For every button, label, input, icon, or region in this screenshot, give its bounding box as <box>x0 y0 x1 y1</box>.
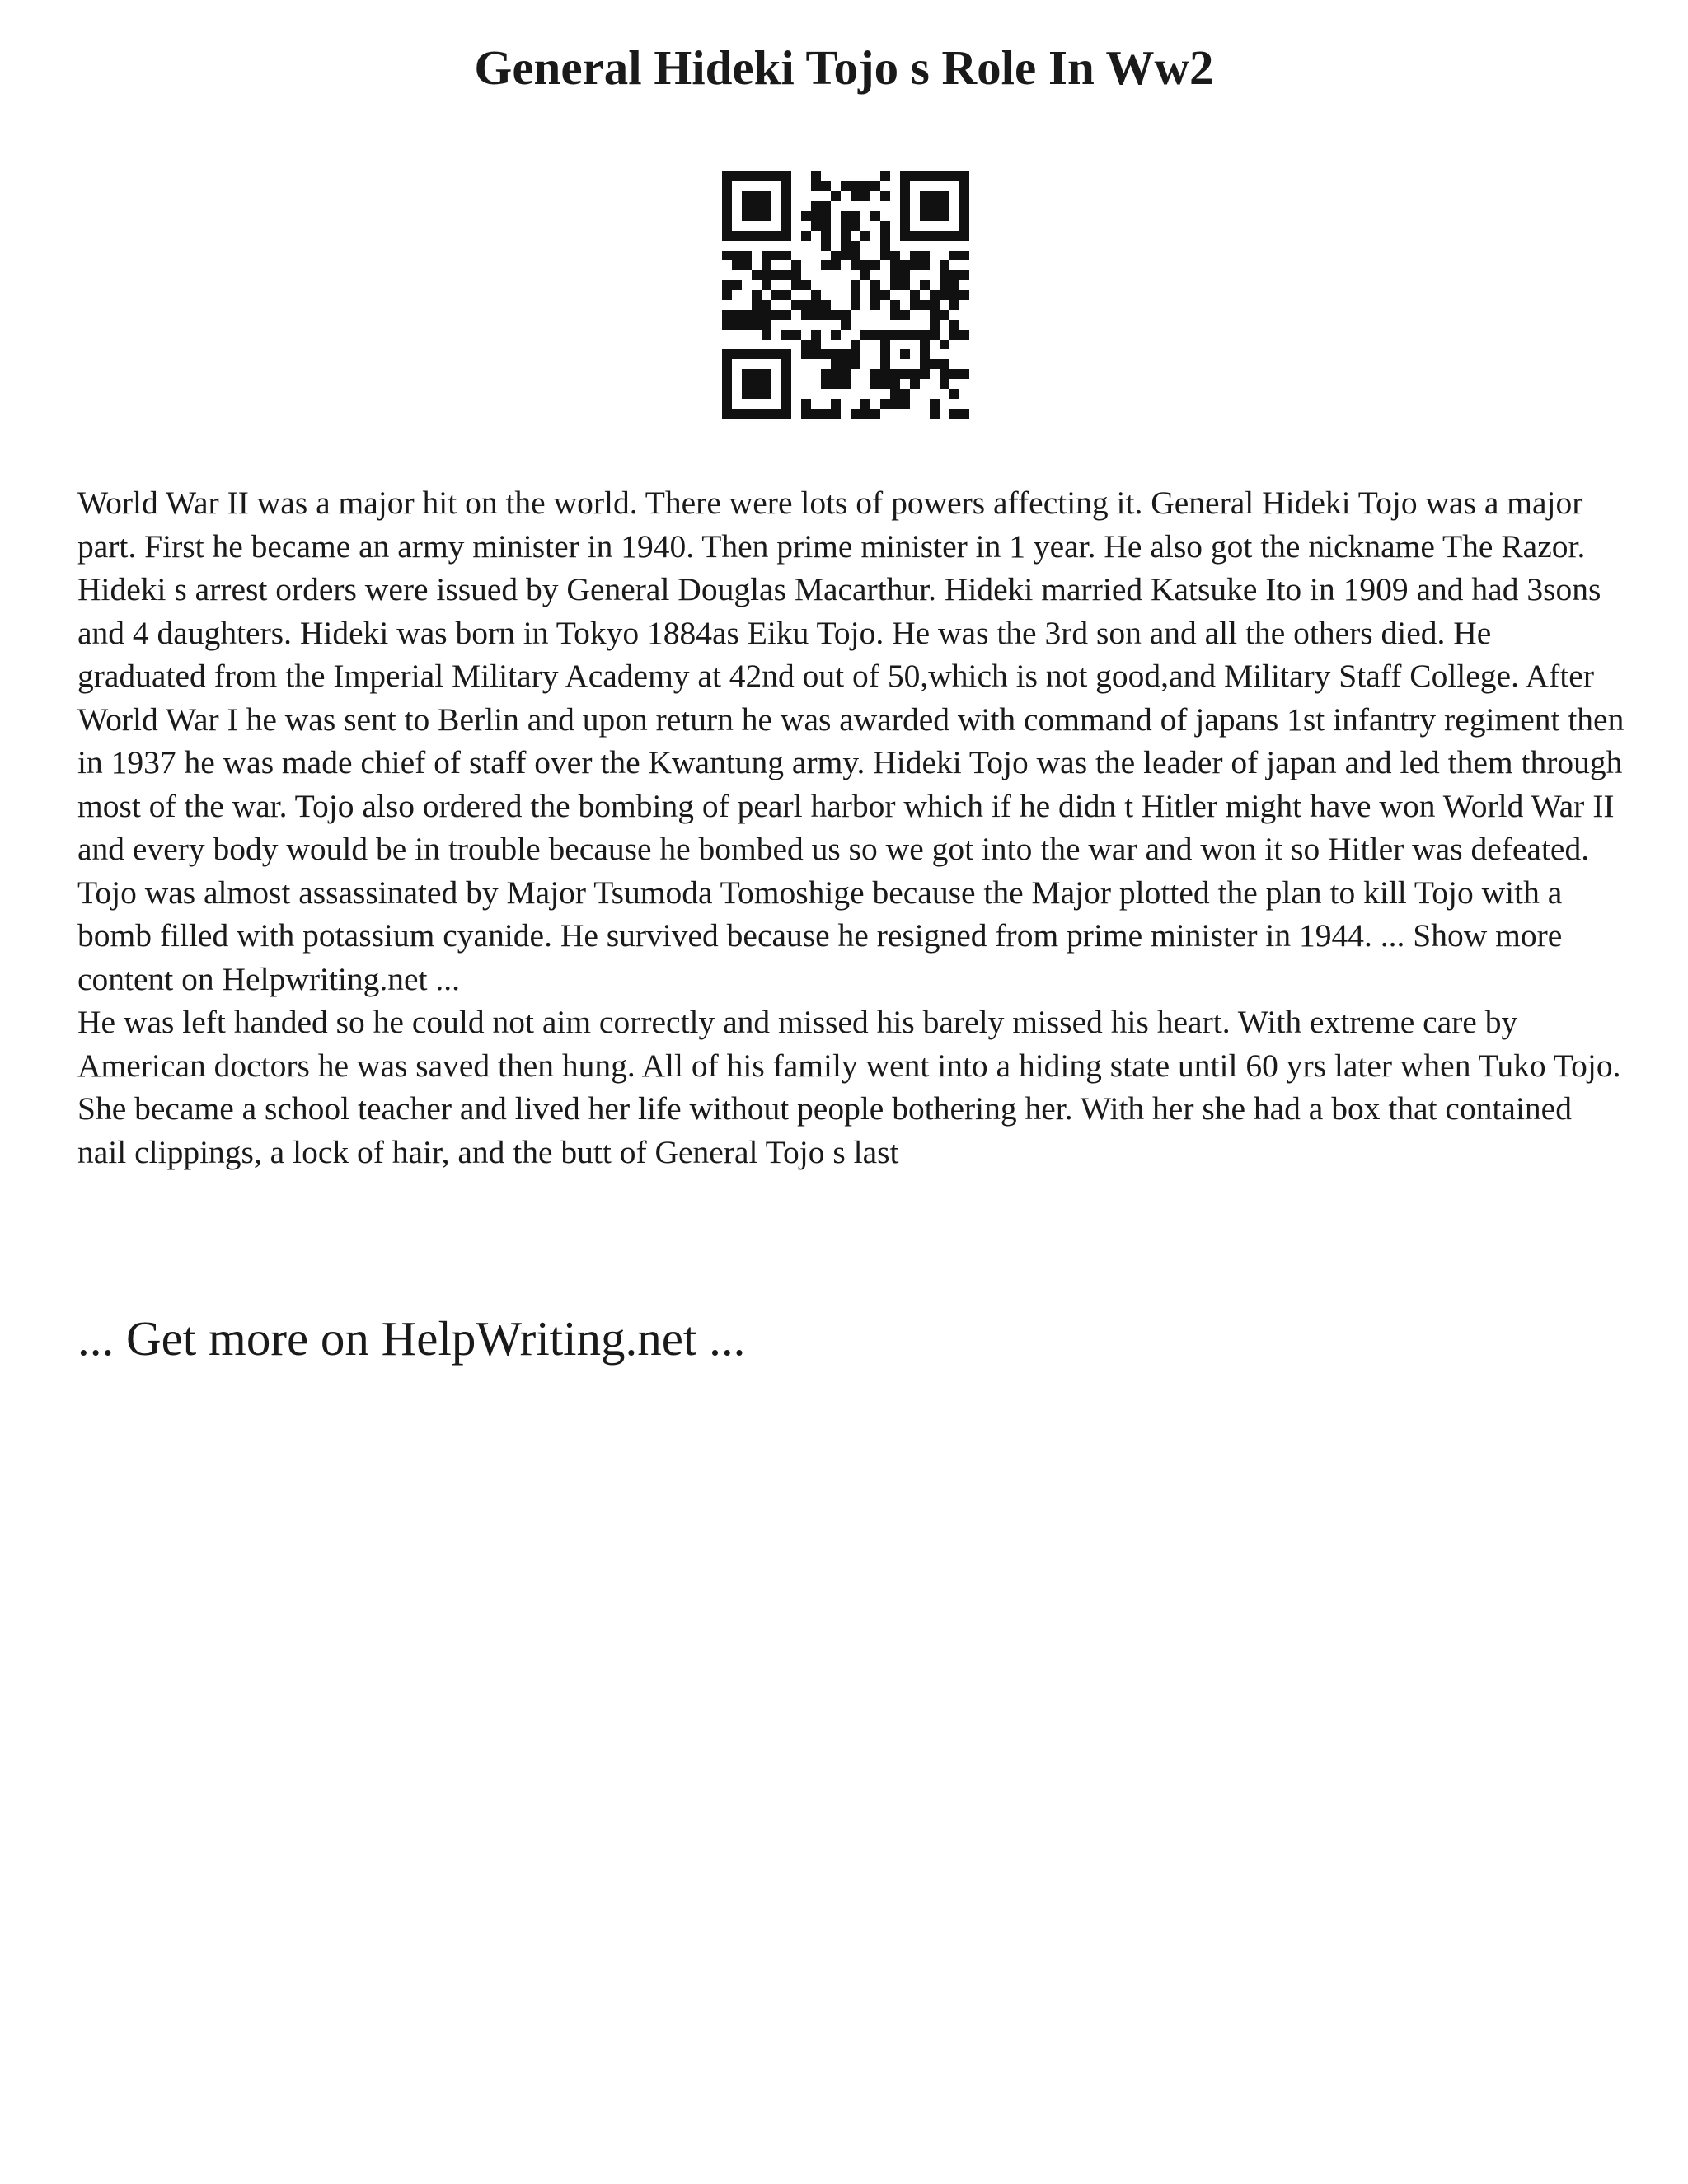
qr-code-image <box>722 171 969 419</box>
page-title: General Hideki Tojo s Role In Ww2 <box>474 40 1214 95</box>
qr-code-graphic <box>722 171 969 419</box>
article-body <box>77 481 1627 1174</box>
paragraph-2: He was left handed so he could not aim correctly and missed his barely missed his heart. With extreme care by American doctors he was saved then hung. All of his family went into a hiding state until 60 yrs later when Tuko Tojo. She became a school teacher and lived her life without people bothering her. With her she had a box that contained nail clippings, a lock of hair, and the butt of General Tojo s last <box>77 1004 1621 1170</box>
paragraph-1: World War II was a major hit on the world. There were lots of powers affecting it. General Hideki Tojo was a major part. First he became an army minister in 1940. Then prime minister in 1 year. He also got the nickname The Razor. Hideki s arrest orders were issued by General Douglas Macarthur. Hideki married Katsuke Ito in 1909 and had 3sons and 4 daughters. Hideki was born in Tokyo 1884as Eiku Tojo. He was the 3rd son and all the others died. He graduated from the Imperial Military Academy at 42nd out of 50,which is not good,and Military Staff College. After World War I he was sent to Berlin and upon return he was awarded with command of japans 1st infantry regiment then in 1937 he was made chief of staff over the Kwantung army. Hideki Tojo was the leader of japan and led them through most of the war. Tojo also ordered the bombing of pearl harbor which if he didn t Hitler might have won World War II and every body would be in trouble because he bombed us so we got into the war and won it so Hitler was defeated. Tojo was almost assassinated by Major Tsumoda Tomoshige because the Major plotted the plan to kill Tojo with a bomb filled with potassium cyanide. He survived because he resigned from prime minister in 1944. ... Show more content on Helpwriting.net ... <box>77 485 1625 997</box>
get-more-link[interactable]: ... Get more on HelpWriting.net ... <box>77 1311 746 1366</box>
